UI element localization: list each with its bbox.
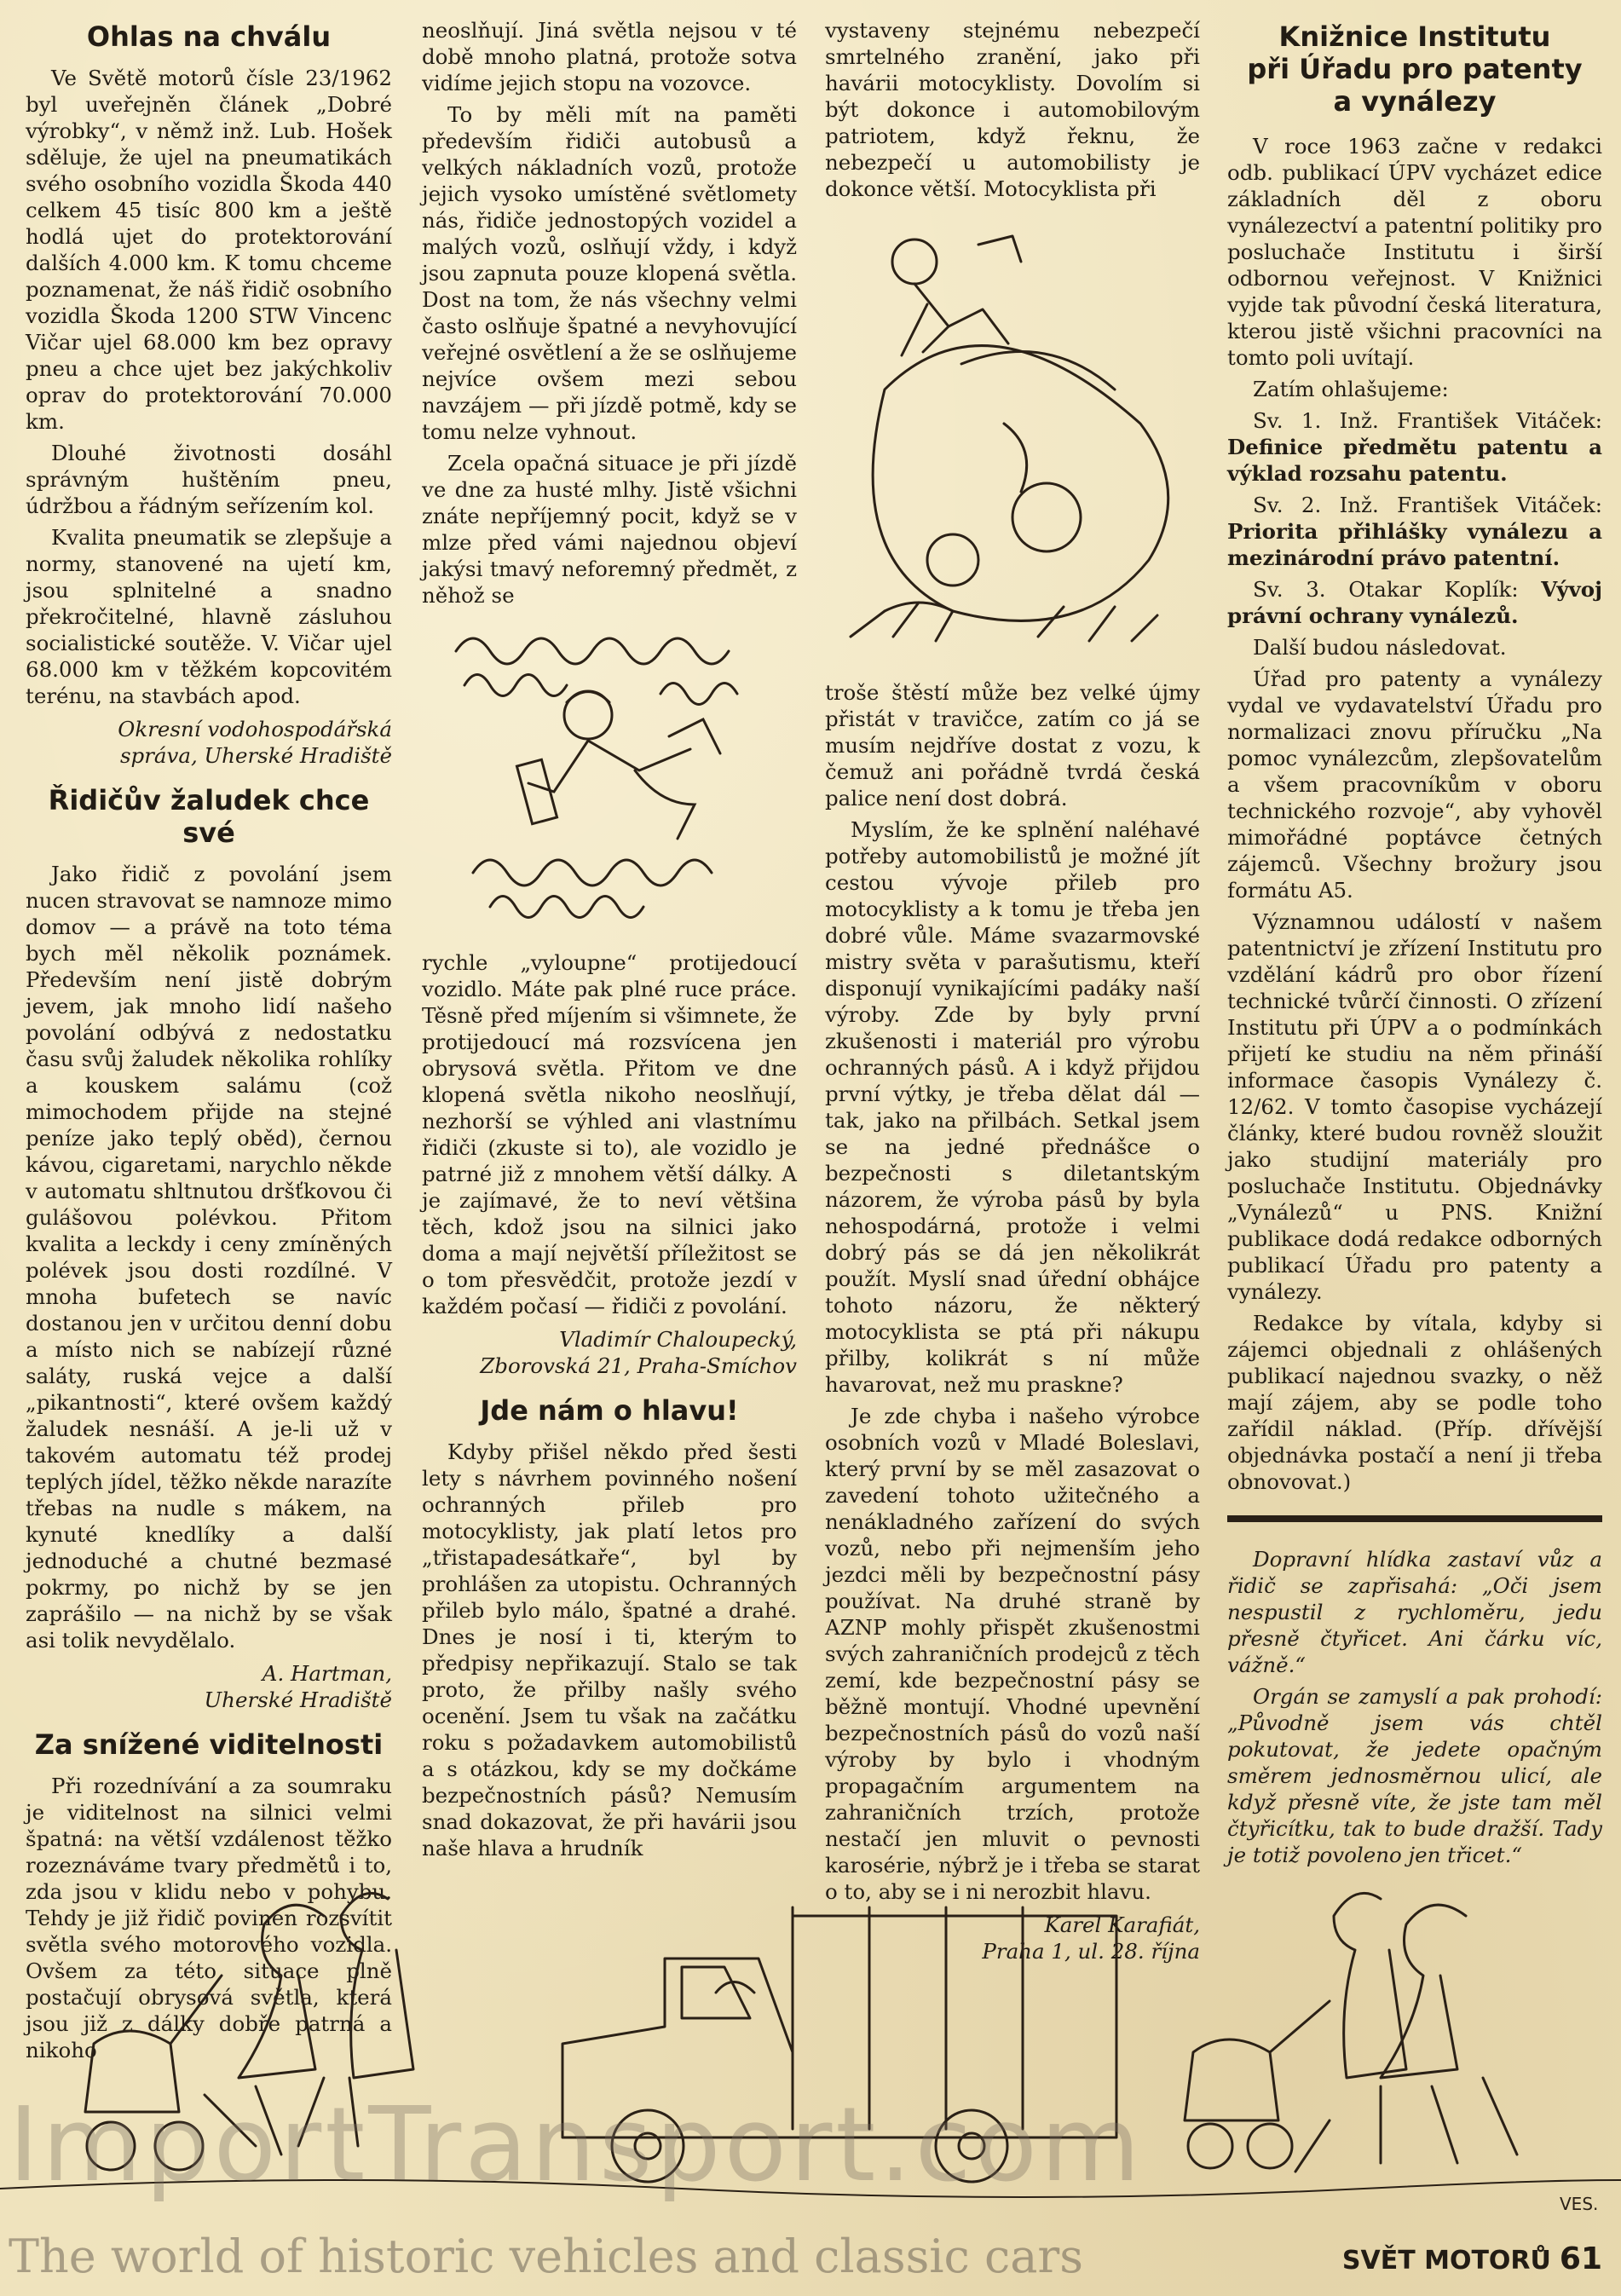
volume-entry: [1227, 407, 1602, 487]
paragraph: Zcela opačná situace je při jízdě ve dne za husté mlhy. Jistě všichni znáte nepříjemný pocit, když se v mlze před vámi najednou objeví jakýsi tmavý neforemný předmět, z něhož se: [422, 451, 797, 608]
magazine-name: SVĚT MOTORŮ: [1341, 2246, 1551, 2276]
volume-prefix: Sv. 2. Inž. František Vitáček:: [1253, 493, 1602, 517]
paragraph: Zatím ohlašujeme:: [1253, 377, 1449, 401]
signature-line: správa, Uherské Hradiště: [119, 743, 392, 768]
title-line: a vynálezy: [1333, 85, 1497, 118]
signature-line: Okresní vodohospodářská: [118, 717, 392, 741]
paragraph: To by měli mít na paměti především řidiči autobusů a velkých nákladních vozů, protože jejich vysoko umístěné světlomety nás, řidiče jednostopých vozidel a malých vozů, oslňují vždy, i když jsou zapnuta pouze klopená světla. Dost na tom, že nás všechny velmi často oslňuje špatné a nevyhovující veřejné osvětlení a že se oslňujeme nejvíce ovšem mezi sebou navzájem — při jízdě potmě, kdy se tomu nelze vyhnout.: [422, 102, 797, 444]
column-2: [422, 17, 797, 1866]
article-title: Ohlas na chválu: [86, 20, 332, 53]
title-line: při Úřadu pro patenty: [1247, 53, 1583, 85]
signature-line: Zborovská 21, Praha-Smíchov: [480, 1353, 797, 1378]
paragraph: Jako řidič z povolání jsem nucen stravovat se namnoze mimo domov — a právě na toto téma bych měl několik poznámek. Především není jistě dobrým jevem, jak mnoho lidí našeho povolání odbývá z nedostatku času svůj žaludek několika rohlíky a kouskem salámu (což mimochodem přijde na stejné peníze jako teplý oběd), černou kávou, cigaretami, narychlo někde v automatu shltnutou dršťkovou či gulášovou polévkou. Přitom kvalita a leckdy i ceny zmíněných polévek jsou dosti rozdílné. V mnoha bufetech se navíc dostanou jen v určitou denní dobu a místo nich se nabízejí různé saláty, ruská vejce a další „pikantnosti“, které ovšem každý žaludek nesnáší. A je-li už v takovém automatu též prodej teplých jídel, těžko někde narazíte třebas na nudle s mákem, na kynuté knedlíky a další jednoduché a chutné bezmasé pokrmy, po nichž by se jen zaprášilo — na nichž by se však asi tolik nevydělalo.: [26, 862, 393, 1653]
signature-line: Karel Karafiát,: [1044, 1912, 1200, 1937]
paragraph: V roce 1963 začne v redakci odb. publikací ÚPV vycházet edice základních děl z oboru vynálezectví a patentní politiky pro posluchače Institutu i širší odbornou veřejnost. V Knižnici vyjde tak původní česká literatura, kterou jistě všichni pracovníci na tomto poli uvítají.: [1227, 134, 1602, 370]
section-divider: [1227, 1515, 1602, 1522]
column-3: [825, 17, 1200, 1980]
paragraph: troše štěstí může bez velké újmy přistát v travičce, zatím co já se musím nejdříve dostat z vozu, k čemuž ani pořádně tvrdá česká palice není dost dobrá.: [825, 680, 1200, 811]
volume-prefix: Sv. 1. Inž. František Vitáček:: [1253, 408, 1602, 433]
volume-entry: [1227, 492, 1602, 571]
joke-paragraph: Orgán se zamyslí a pak prohodí: „Původně jsem vás chtěl pokutovat, že jedete opačným směrem jednosměrnou ulicí, ale když přesně víte, že jste tam měl čtyřicítku, tak to bude dražší. Tady je totiž povoleno jen třicet.“: [1227, 1684, 1602, 1867]
paragraph: Úřad pro patenty a vynálezy vydal ve vydavatelství Úřadu pro normalizaci znovu příručku „Na pomoc vynálezcům, zlepšovatelům a všem pracovníkům v oboru technického rozvoje“, aby vyhověl mimořádné poptávce četných zájemců. Všechny brožury jsou formátu A5.: [1227, 666, 1602, 903]
signature-line: Praha 1, ul. 28. října: [982, 1939, 1200, 1964]
paragraph: vystaveny stejnému nebezpečí smrtelného zranění, jako při havárii motocyklisty. Dovolím si být dokonce i automobilovým patriotem, když řeknu, že nebezpečí u automobilisty je dokonce větší. Motocyklista při: [825, 18, 1200, 201]
article-title: Jde nám o hlavu!: [480, 1394, 739, 1427]
watermark-tagline: The world of historic vehicles and classic cars: [9, 2230, 1083, 2283]
column-1: [26, 17, 392, 2068]
paragraph: Dlouhé životnosti dosáhl správným huštěním pneu, údržbou a řádným seřízením kol.: [26, 441, 392, 518]
paragraph: Redakce by vítala, kdyby si zájemci objednali z ohlášených publikací najednou svazky, o něž mají zájem, aby se podle toho zařídil náklad. (Příp. dřívější objednávka postačí a není ji třeba obnovovat.): [1227, 1311, 1602, 1494]
volume-title: Priorita přihlášky vynálezu a mezinárodní právo patentní.: [1227, 519, 1602, 570]
paragraph: Další budou následovat.: [1253, 635, 1507, 660]
article-signature: [422, 1326, 797, 1379]
paragraph: Významnou událostí v našem patentnictví je zřízení Institutu pro vzdělání kádrů pro obor řízení technické tvůrčí činnosti. O zřízení Institutu při ÚPV a o podmínkách přijetí ke studiu na něm přináší informace časopis Vynálezy č. 12/62. V tomto časopise vycházejí články, které budou rovněž sloužit jako studijní materiály pro posluchače Institutu. Objednávky „Vynálezů“ u PNS. Knižní publikace dodá redakce odborných publikací Úřadu pro patenty a vynálezy.: [1227, 909, 1602, 1304]
paragraph: Při rozednívání a za soumraku je viditelnost na silnici velmi špatná: na větší vzdálenost těžko rozeznáváme tvary předmětů i to, zda jsou v klidu nebo v pohybu. Tehdy je již řidič povinen rozsvítit světla svého motorového vozidla. Ovšem za této situace plně postačují obrysová světla, která jsou již z dálky dobře patrná a nikoho: [26, 1774, 392, 2062]
article-title: Řidičův žaludek chce své: [48, 784, 370, 849]
signature-line: A. Hartman,: [262, 1661, 392, 1686]
volume-title: Definice předmětu patentu a výklad rozsahu patentu.: [1227, 435, 1602, 486]
article-title: [1227, 20, 1602, 118]
fog-cartoon-illustration: [439, 617, 780, 941]
column-4: [1227, 17, 1602, 1873]
paragraph: Myslím, že ke splnění naléhavé potřeby automobilistů je možné jít cestou vývoje přileb pro motocyklisty a k tomu je třeba jen dobré vůle. Máme svazarmovské mistry světa v parašutismu, kteří disponují vynikajícími padáky naší výroby. Zde by byly první zkušenosti i materiál pro výrobu ochranných pásů. A i když přijdou první výtky, je třeba dělat dál — tak, jako na přilbách. Setkal jsem se na jedné přednášce o bezpečnosti s diletantským názorem, že výroba pásů by byla nehospodárná, protože i velmi dobrý pás se dá jen několikrát použít. Myslí snad úřední obhájce tohoto názoru, že některý motocyklista se ptá při nákupu přilby, kolikrát s ní může havarovat, než mu praskne?: [825, 817, 1200, 1397]
article-signature: [26, 1660, 392, 1713]
page-footer: [1342, 2241, 1602, 2276]
volume-entry: [1227, 576, 1602, 629]
paragraph: rychle „vyloupne“ protijedoucí vozidlo. Máte pak plné ruce práce. Těsně před míjením si všimnete, že protijedoucí má rozsvícena jen obrysová světla. Přitom ve dne klopená světla nikoho neoslňují, nezhorší se výhled ani vlastnímu řidiči (zkuste si to), ale vozidlo je patrné již z mnohem větší dálky. A je zajímavé, že to neví většina těch, kdož jsou na silnici jako doma a mají největší příležitost se o tom přesvědčit, protože jezdí v každém počasí — řidiči z povolání.: [422, 950, 797, 1318]
paragraph: Je zde chyba i našeho výrobce osobních vozů v Mladé Boleslavi, který první by se měl zasazovat o zavedení tohoto užitečného a nenákladného zařízení do svých vozů, nebo při nejmenším jeho jezdci měli by bezpečnostní pásy používat. Na druhé straně by AZNP mohly přispět zkušenostmi svých zahraničních prodejců z těch zemí, kde bezpečnostní pásy se běžně montují. Vhodné upevnění bezpečnostních pásů do vozů naší výroby by bylo i vhodným propagačním argumentem na zahraničních trzích, protože nestačí jen mluvit o pevnosti karosérie, nýbrž je i třeba se starat o to, aby se i ni nerozbit hlavu.: [825, 1404, 1200, 1904]
volume-title: Vývoj právní ochrany vynálezů.: [1227, 577, 1602, 628]
article-title: Za snížené viditelnosti: [34, 1728, 384, 1761]
title-line: Knižnice Institutu: [1278, 20, 1551, 53]
volume-prefix: Sv. 3. Otakar Koplík:: [1253, 577, 1542, 602]
paragraph: Ve Světě motorů čísle 23/1962 byl uveřejněn článek „Dobré výrobky“, v němž inž. Lub. Hošek sděluje, že ujel na pneumatikách svého osobního vozidla Škoda 440 celkem 45 tisíc 800 km a ještě hodlá ujet do protektorování dalších 4.000 km. K tomu chceme poznamenat, že náš řidič osobního vozidla Škoda 1200 STW Vincenc Vičar ujel 68.000 km bez opravy pneu a chce ujet bez jakýchkoliv oprav do protektorování 70.000 km.: [26, 66, 392, 434]
signature-line: Uherské Hradiště: [204, 1687, 392, 1712]
paragraph: Kvalita pneumatik se zlepšuje a normy, stanovené na ujetí km, jsou splnitelné a snadno překročitelné, hlavně zásluhou socialistické soutěže. V. Vičar ujel 68.000 km v těžkém kopcovitém terénu, na stavbách apod.: [26, 525, 392, 708]
page-number: 61: [1559, 2241, 1602, 2276]
signature-line: Vladimír Chaloupecký,: [559, 1327, 797, 1352]
cartoon-signature: VES.: [1560, 2194, 1599, 2214]
watermark-site: ImportTransport.com: [9, 2086, 1144, 2205]
motorcycle-crash-cartoon: [834, 211, 1191, 671]
joke-paragraph: Dopravní hlídka zastaví vůz a řidič se zapřisahá: „Oči jsem nespustil z rychloměru, jedu přesně čtyřicet. Ani čárku víc, vážně.“: [1227, 1547, 1602, 1677]
paragraph: neoslňují. Jiná světla nejsou v té době mnoho platná, protože sotva vidíme jejich stopu na vozovce.: [422, 18, 797, 95]
paragraph: Kdyby přišel někdo před šesti lety s návrhem povinného nošení ochranných přileb pro motocyklisty, jak platí letos pro „třistapadesátkaře“, byl by prohlášen za utopistu. Ochranných přileb bylo málo, špatné a drahé. Dnes je nosí i ti, kterým to předpisy nepřikazují. Stalo se tak proto, že přilby našly svého ocenění. Jsem tu však na začátku roku s požadavkem automobilistů a s otázkou, kdy se my dočkáme bezpečnostních pásů? Nemusím snad dokazovat, že při havárii jsou naše hlava a hrudník: [422, 1439, 797, 1860]
article-signature: [26, 716, 392, 769]
